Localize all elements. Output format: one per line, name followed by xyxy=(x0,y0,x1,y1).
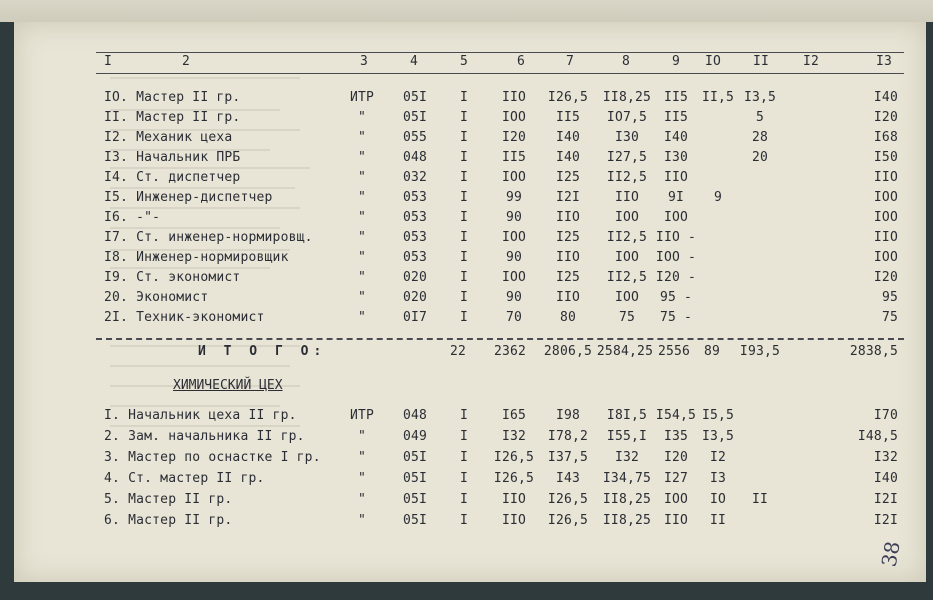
table-cell: IOO xyxy=(501,170,527,185)
table-cell: " xyxy=(357,310,367,325)
table-cell: IIO xyxy=(873,170,898,185)
table-cell: I40 xyxy=(873,471,898,486)
table-cell: IIO xyxy=(873,230,898,245)
row-label: I7. Ст. инженер-нормировщ. xyxy=(104,230,313,245)
table-cell: I34,75 xyxy=(602,471,652,486)
column-header: 3 xyxy=(359,54,369,69)
table-cell: 20 xyxy=(751,150,769,165)
table-cell: I2I xyxy=(555,190,581,205)
table-cell: II5 xyxy=(663,110,689,125)
total-cell: I93,5 xyxy=(739,344,781,359)
table-cell: I40 xyxy=(873,90,898,105)
table-cell: 048 xyxy=(402,150,428,165)
table-cell: 05I xyxy=(402,492,428,507)
table-cell: 28 xyxy=(751,130,769,145)
table-cell: I xyxy=(459,429,469,444)
table-cell: IOO xyxy=(873,210,898,225)
total-cell: 2584,25 xyxy=(596,344,654,359)
row-label: I. Начальник цеха II гр. xyxy=(104,408,297,423)
table-cell: IIO xyxy=(663,170,689,185)
table-cell: I xyxy=(459,290,469,305)
table-cell: I xyxy=(459,450,469,465)
table-cell: I40 xyxy=(663,130,689,145)
table-cell: I xyxy=(459,130,469,145)
table-cell: I8I,5 xyxy=(606,408,648,423)
table-cell: IIO xyxy=(614,190,640,205)
table-cell: IIO xyxy=(501,90,527,105)
table-cell: II5 xyxy=(663,90,689,105)
column-header: I2 xyxy=(802,54,820,69)
table-cell: I68 xyxy=(873,130,898,145)
table-cell: I xyxy=(459,471,469,486)
table-cell: ИТР xyxy=(349,90,375,105)
row-label: I2. Механик цеха xyxy=(104,130,233,145)
table-cell: I xyxy=(459,210,469,225)
row-label: I6. -"- xyxy=(104,210,161,225)
table-cell: I20 - xyxy=(655,270,697,285)
table-cell: II xyxy=(751,492,769,507)
table-cell: IOO xyxy=(614,250,640,265)
table-cell: 95 - xyxy=(659,290,693,305)
table-cell: I25 xyxy=(555,170,581,185)
table-cell: 049 xyxy=(402,429,428,444)
table-cell: I43 xyxy=(555,471,581,486)
table-cell: 05I xyxy=(402,471,428,486)
table-cell: I25 xyxy=(555,270,581,285)
table-cell: I55,I xyxy=(606,429,648,444)
table-cell: I25 xyxy=(555,230,581,245)
table-cell: 9 xyxy=(713,190,723,205)
table-cell: I32 xyxy=(873,450,898,465)
table-cell: II5 xyxy=(555,110,581,125)
table-cell: 75 xyxy=(618,310,636,325)
table-cell: I26,5 xyxy=(493,471,535,486)
column-header: 2 xyxy=(181,54,191,69)
table-cell: IIO xyxy=(555,210,581,225)
table-cell: I2 xyxy=(709,450,727,465)
table-cell: " xyxy=(357,150,367,165)
table-cell: " xyxy=(357,513,367,528)
table-cell: I37,5 xyxy=(547,450,589,465)
table-cell: IOO xyxy=(873,190,898,205)
row-label: II. Мастер II гр. xyxy=(104,110,241,125)
table-cell: IIO xyxy=(555,290,581,305)
table-cell: 9I xyxy=(667,190,685,205)
table-cell: " xyxy=(357,110,367,125)
table-cell: " xyxy=(357,450,367,465)
row-label: 5. Мастер II гр. xyxy=(104,492,233,507)
total-cell: 2362 xyxy=(493,344,527,359)
table-cell: IOO xyxy=(501,230,527,245)
table-cell: " xyxy=(357,210,367,225)
column-header: I xyxy=(104,54,113,69)
table-cell: 05I xyxy=(402,450,428,465)
table-cell: I20 xyxy=(873,110,898,125)
table-cell: IOO - xyxy=(655,250,697,265)
table-cell: I xyxy=(459,150,469,165)
table-cell: ИТР xyxy=(349,408,375,423)
row-label: I3. Начальник ПРБ xyxy=(104,150,241,165)
row-label: I9. Ст. экономист xyxy=(104,270,241,285)
total-label: И Т О Г О: xyxy=(198,344,327,359)
table-cell: I2I xyxy=(873,513,898,528)
row-label: I4. Ст. диспетчер xyxy=(104,170,241,185)
row-label: 2. Зам. начальника II гр. xyxy=(104,429,305,444)
table-cell: IOO xyxy=(614,290,640,305)
table-cell: II8,25 xyxy=(602,492,652,507)
table-cell: IIO xyxy=(501,492,527,507)
table-cell: II,5 xyxy=(701,90,735,105)
table-cell: 99 xyxy=(505,190,523,205)
row-label: 3. Мастер по оснастке I гр. xyxy=(104,450,321,465)
table-cell: 05I xyxy=(402,90,428,105)
table-cell: IO7,5 xyxy=(606,110,648,125)
table-cell: 05I xyxy=(402,110,428,125)
table-cell: " xyxy=(357,170,367,185)
table-cell: I xyxy=(459,250,469,265)
table-cell: IIO xyxy=(555,250,581,265)
table-cell: I20 xyxy=(873,270,898,285)
header-rule-bottom xyxy=(96,73,904,74)
header-rule-top xyxy=(96,52,904,53)
table-cell: 0I7 xyxy=(402,310,428,325)
table-cell: II8,25 xyxy=(602,513,652,528)
table-cell: 053 xyxy=(402,190,428,205)
row-label: 2I. Техник-экономист xyxy=(104,310,265,325)
table-cell: I54,5 xyxy=(655,408,697,423)
table-cell: 053 xyxy=(402,250,428,265)
table-cell: IIO xyxy=(501,513,527,528)
row-label: 20. Экономист xyxy=(104,290,209,305)
table-cell: 80 xyxy=(559,310,577,325)
column-header: 4 xyxy=(409,54,419,69)
table-cell: I26,5 xyxy=(547,513,589,528)
table-cell: II2,5 xyxy=(606,230,648,245)
table-cell: IO xyxy=(709,492,727,507)
table-cell: I70 xyxy=(873,408,898,423)
row-label: 4. Ст. мастер II гр. xyxy=(104,471,265,486)
row-label: IO. Мастер II гр. xyxy=(104,90,241,105)
table-cell: " xyxy=(357,190,367,205)
table-cell: IIO xyxy=(663,513,689,528)
row-label: 6. Мастер II гр. xyxy=(104,513,233,528)
table-cell: II8,25 xyxy=(602,90,652,105)
column-header: 9 xyxy=(671,54,681,69)
table-cell: " xyxy=(357,471,367,486)
table-cell: " xyxy=(357,290,367,305)
table-cell: I20 xyxy=(663,450,689,465)
table-cell: I xyxy=(459,110,469,125)
table-cell: 70 xyxy=(505,310,523,325)
table-cell: I xyxy=(459,408,469,423)
column-header: II xyxy=(752,54,770,69)
table-cell: I30 xyxy=(614,130,640,145)
table-cell: " xyxy=(357,492,367,507)
total-dashed-rule xyxy=(96,338,904,340)
table-cell: I xyxy=(459,190,469,205)
table-cell: " xyxy=(357,230,367,245)
total-cell: 2556 xyxy=(657,344,691,359)
table-cell: IOO xyxy=(663,492,689,507)
table-cell: " xyxy=(357,429,367,444)
table-cell: I3,5 xyxy=(743,90,777,105)
table-cell: 75 xyxy=(881,310,898,325)
column-header: 6 xyxy=(516,54,526,69)
table-cell: 053 xyxy=(402,210,428,225)
table-cell: I xyxy=(459,310,469,325)
table-cell: I32 xyxy=(614,450,640,465)
table-cell: 020 xyxy=(402,270,428,285)
table-cell: I30 xyxy=(663,150,689,165)
table-cell: II2,5 xyxy=(606,270,648,285)
table-cell: " xyxy=(357,270,367,285)
table-cell: I35 xyxy=(663,429,689,444)
table-cell: I40 xyxy=(555,130,581,145)
table-cell: I40 xyxy=(555,150,581,165)
table-cell: I xyxy=(459,90,469,105)
table-cell: II2,5 xyxy=(606,170,648,185)
table-cell: I65 xyxy=(501,408,527,423)
column-header: 8 xyxy=(621,54,631,69)
table-cell: I27 xyxy=(663,471,689,486)
section-title: ХИМИЧЕСКИЙ ЦЕХ xyxy=(173,378,283,393)
table-cell: I32 xyxy=(501,429,527,444)
column-header: I3 xyxy=(875,54,892,69)
table-cell: 053 xyxy=(402,230,428,245)
table-cell: I2I xyxy=(873,492,898,507)
table-cell: I5,5 xyxy=(701,408,735,423)
column-header: 7 xyxy=(565,54,575,69)
total-cell: 2838,5 xyxy=(849,344,898,359)
table-cell: IOO xyxy=(614,210,640,225)
table-cell: IIO - xyxy=(655,230,697,245)
table-cell: 020 xyxy=(402,290,428,305)
table-cell: IOO xyxy=(501,110,527,125)
top-strip xyxy=(0,0,933,22)
table-cell: 055 xyxy=(402,130,428,145)
table-cell: I26,5 xyxy=(547,492,589,507)
table-cell: 5 xyxy=(755,110,765,125)
total-cell: 89 xyxy=(703,344,721,359)
table-cell: I26,5 xyxy=(547,90,589,105)
table-cell: I50 xyxy=(873,150,898,165)
table-cell: I98 xyxy=(555,408,581,423)
table-cell: 032 xyxy=(402,170,428,185)
table-cell: I xyxy=(459,513,469,528)
table-cell: 90 xyxy=(505,250,523,265)
total-cell: 2806,5 xyxy=(543,344,593,359)
table-cell: 05I xyxy=(402,513,428,528)
table-cell: IOO xyxy=(663,210,689,225)
column-header: 5 xyxy=(459,54,469,69)
table-cell: II5 xyxy=(501,150,527,165)
table-cell: I20 xyxy=(501,130,527,145)
table-cell: I xyxy=(459,230,469,245)
table-cell: " xyxy=(357,250,367,265)
table-cell: I xyxy=(459,170,469,185)
column-header: IO xyxy=(704,54,722,69)
table-cell: 75 - xyxy=(659,310,693,325)
table-cell: I3 xyxy=(709,471,727,486)
table-cell: IOO xyxy=(501,270,527,285)
table-cell: 90 xyxy=(505,290,523,305)
table-cell: I78,2 xyxy=(547,429,589,444)
table-cell: I xyxy=(459,492,469,507)
table-cell: I48,5 xyxy=(857,429,898,444)
table-cell: 90 xyxy=(505,210,523,225)
total-cell: 22 xyxy=(449,344,467,359)
row-label: I5. Инженер-диспетчер xyxy=(104,190,273,205)
table-cell: I3,5 xyxy=(701,429,735,444)
folio-number: 38 xyxy=(876,539,905,569)
table-cell: I xyxy=(459,270,469,285)
table-cell: I27,5 xyxy=(606,150,648,165)
table-cell: " xyxy=(357,130,367,145)
table-cell: II xyxy=(709,513,727,528)
table-cell: 95 xyxy=(881,290,898,305)
table-cell: I26,5 xyxy=(493,450,535,465)
table-cell: IOO xyxy=(873,250,898,265)
row-label: I8. Инженер-нормировщик xyxy=(104,250,289,265)
table-cell: 048 xyxy=(402,408,428,423)
